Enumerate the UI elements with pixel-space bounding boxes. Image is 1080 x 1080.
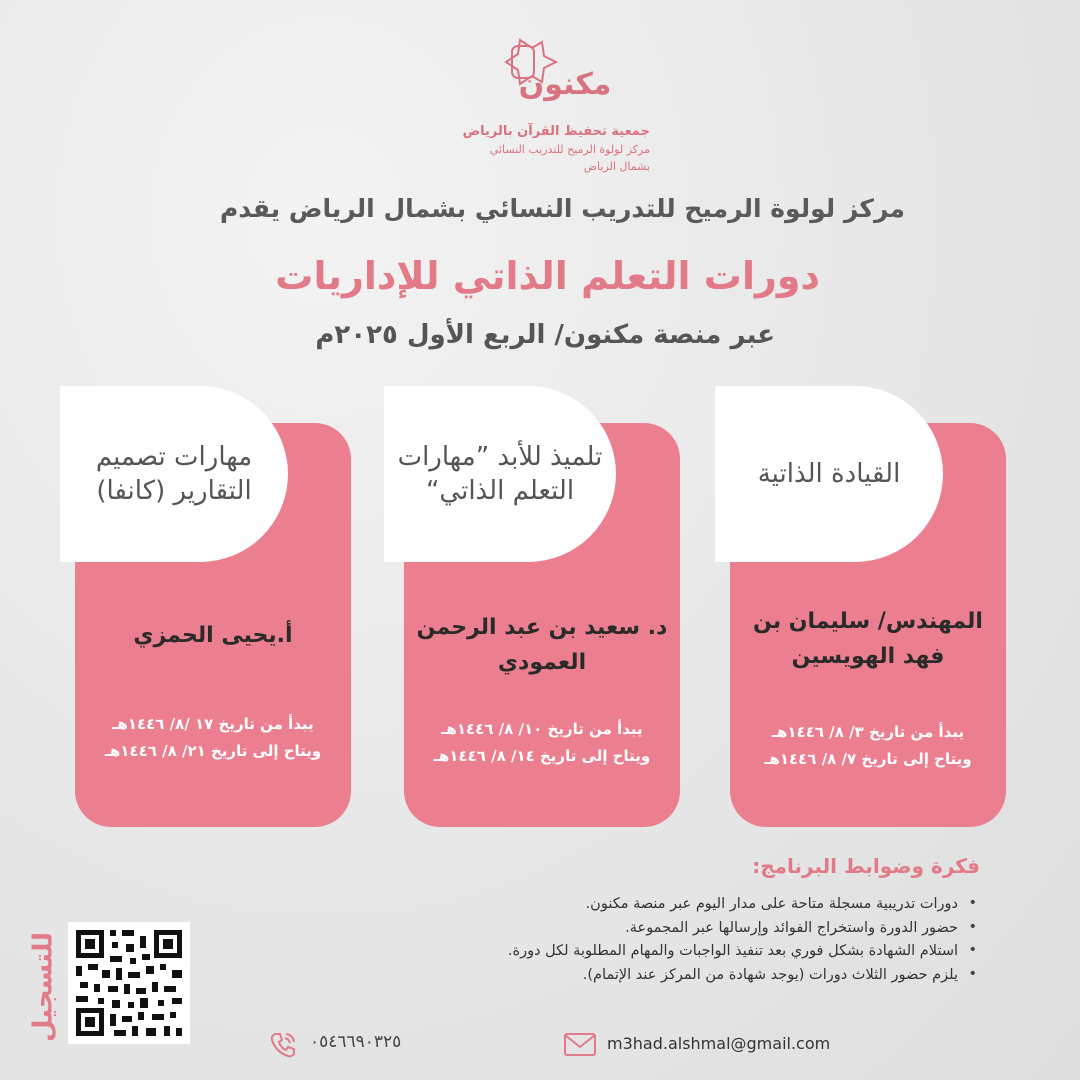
course-start-2: يبدأ من تاريخ ١٠/ ٨/ ١٤٤٦هـ [441,720,643,738]
rule-item: • دورات تدريبية مسجلة متاحة على مدار اليوم عبر منصة مكنون. [300,896,980,920]
rules-title: فكرة وضوابط البرنامج: [752,854,980,878]
org-name: جمعية تحفيظ القرآن بالرياض [462,124,650,139]
svg-text:مكنون: مكنون [518,67,610,102]
register-label [14,925,74,1050]
center-location: بشمال الرياض [583,160,650,173]
course-end-3: ويتاح إلى تاريخ ٢١/ ٨/ ١٤٤٦هـ [104,742,322,760]
center-name: مركز لولوة الرميح للتدريب النسائي [489,143,650,156]
course-title-2: تلميذ للأبد ”مهارات التعلم الذاتي“ [384,386,616,562]
course-title-3: مهارات تصميم التقارير (كانفا) [60,386,288,562]
qr-code[interactable] [68,922,190,1044]
course-instructor-3: أ.يحيى الحمزي [133,623,293,648]
presenter-line: مركز لولوة الرميح للتدريب النسائي بشمال الرياض يقدم [219,194,905,223]
course-start-3: يبدأ من تاريخ ١٧ /٨/ ١٤٤٦هـ [112,715,314,733]
phone-number[interactable]: ٠٥٤٦٦٩٠٣٢٥ [310,1032,402,1052]
page-subtitle: عبر منصة مكنون/ الربع الأول ٢٠٢٥م [315,320,775,350]
course-instructor-1: المهندس/ سليمان بن فهد الهويسين [753,609,983,670]
course-instructor-2: د. سعيد بن عبد الرحمن العمودي [416,615,668,676]
svg-text:للتسجيل: للتسجيل [28,931,59,1043]
course-end-1: ويتاح إلى تاريخ ٧/ ٨/ ١٤٤٦هـ [764,750,972,768]
phone-icon [268,1030,298,1060]
course-start-1: يبدأ من تاريخ ٣/ ٨/ ١٤٤٦هـ [771,723,965,741]
email-address[interactable]: m3had.alshmal@gmail.com [607,1034,831,1053]
logo [490,32,610,122]
page-title: دورات التعلم الذاتي للإداريات [275,254,820,298]
course-title-1: القيادة الذاتية [715,386,943,562]
rule-item: • يلزم حضور الثلاث دورات (يوجد شهادة من المركز عند الإتمام). [300,967,980,991]
mail-icon [563,1032,597,1057]
rule-item: • حضور الدورة واستخراج الفوائد وإرسالها عبر المجموعة. [300,920,980,944]
rules-list [300,896,980,990]
course-end-2: ويتاح إلى تاريخ ١٤/ ٨/ ١٤٤٦هـ [433,747,651,765]
rule-item: • استلام الشهادة بشكل فوري بعد تنفيذ الواجبات والمهام المطلوبة لكل دورة. [300,943,980,967]
